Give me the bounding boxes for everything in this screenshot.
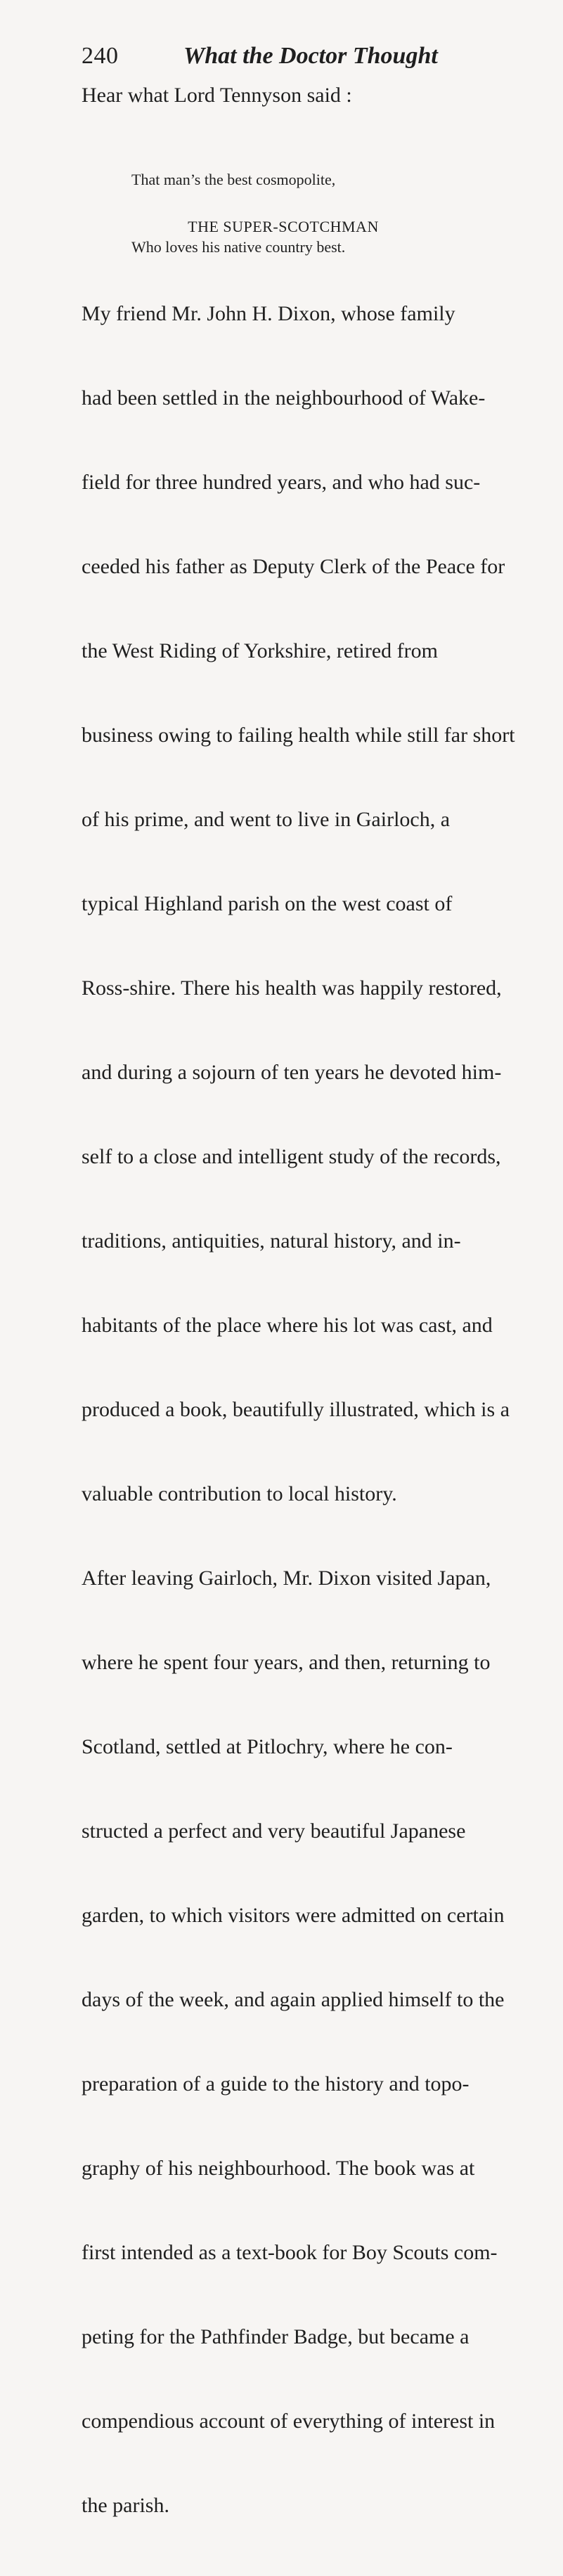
- text-line: After leaving Gairloch, Mr. Dixon visited Japan,: [82, 1567, 491, 1590]
- running-title: What the Doctor Thought: [183, 43, 438, 69]
- text-line: garden, to which visitors were admitted on certain: [82, 1904, 505, 1927]
- verse-line: Who loves his native country best.: [131, 238, 346, 256]
- text-line: preparation of a guide to the history and topo-: [82, 2072, 470, 2096]
- page-header: [82, 42, 489, 77]
- verse-line: That man’s the best cosmopolite,: [131, 171, 336, 188]
- text-line: compendious account of everything of interest in: [82, 2410, 496, 2433]
- text-line: Scotland, settled at Pitlochry, where he con-: [82, 1735, 453, 1758]
- page-number: 240: [82, 43, 119, 69]
- text-line: My friend Mr. John H. Dixon, whose family: [82, 302, 455, 325]
- text-line: produced a book, beautifully illustrated, which is a: [82, 1398, 510, 1421]
- text-line: first intended as a text-book for Boy Scouts com-: [82, 2241, 498, 2264]
- text-line: where he spent four years, and then, returning to: [82, 1651, 491, 1674]
- text-line: of his prime, and went to live in Gairloch, a: [82, 808, 451, 831]
- text-line: habitants of the place where his lot was cast, and: [82, 1314, 493, 1337]
- text-line: valuable contribution to local history.: [82, 1482, 397, 1505]
- body-text: [82, 244, 515, 2576]
- text-line: typical Highland parish on the west coast of: [82, 892, 453, 915]
- intro-line: Hear what Lord Tennyson said :: [82, 84, 352, 107]
- text-line: the parish.: [82, 2494, 169, 2517]
- text-line: the West Riding of Yorkshire, retired from: [82, 639, 438, 662]
- text-line: business owing to failing health while still far short: [82, 724, 515, 747]
- text-line: self to a close and intelligent study of the records,: [82, 1145, 501, 1168]
- text-line: Ross-shire. There his health was happily restored,: [82, 976, 502, 1000]
- text-line: graphy of his neighbourhood. The book was at: [82, 2157, 475, 2180]
- text-line: ceeded his father as Deputy Clerk of the Peace for: [82, 555, 505, 578]
- text-line: traditions, antiquities, natural history, and in-: [82, 1229, 461, 1253]
- text-line: structed a perfect and very beautiful Japanese: [82, 1819, 466, 1843]
- text-line: had been settled in the neighbourhood of Wake-: [82, 386, 486, 410]
- text-line: field for three hundred years, and who had suc-: [82, 471, 481, 494]
- text-line: and during a sojourn of ten years he devoted him-: [82, 1061, 502, 1084]
- section-heading: THE SUPER-SCOTCHMAN: [188, 218, 379, 235]
- text-line: days of the week, and again applied himself to the: [82, 1988, 505, 2011]
- text-line: peting for the Pathfinder Badge, but became a: [82, 2325, 470, 2348]
